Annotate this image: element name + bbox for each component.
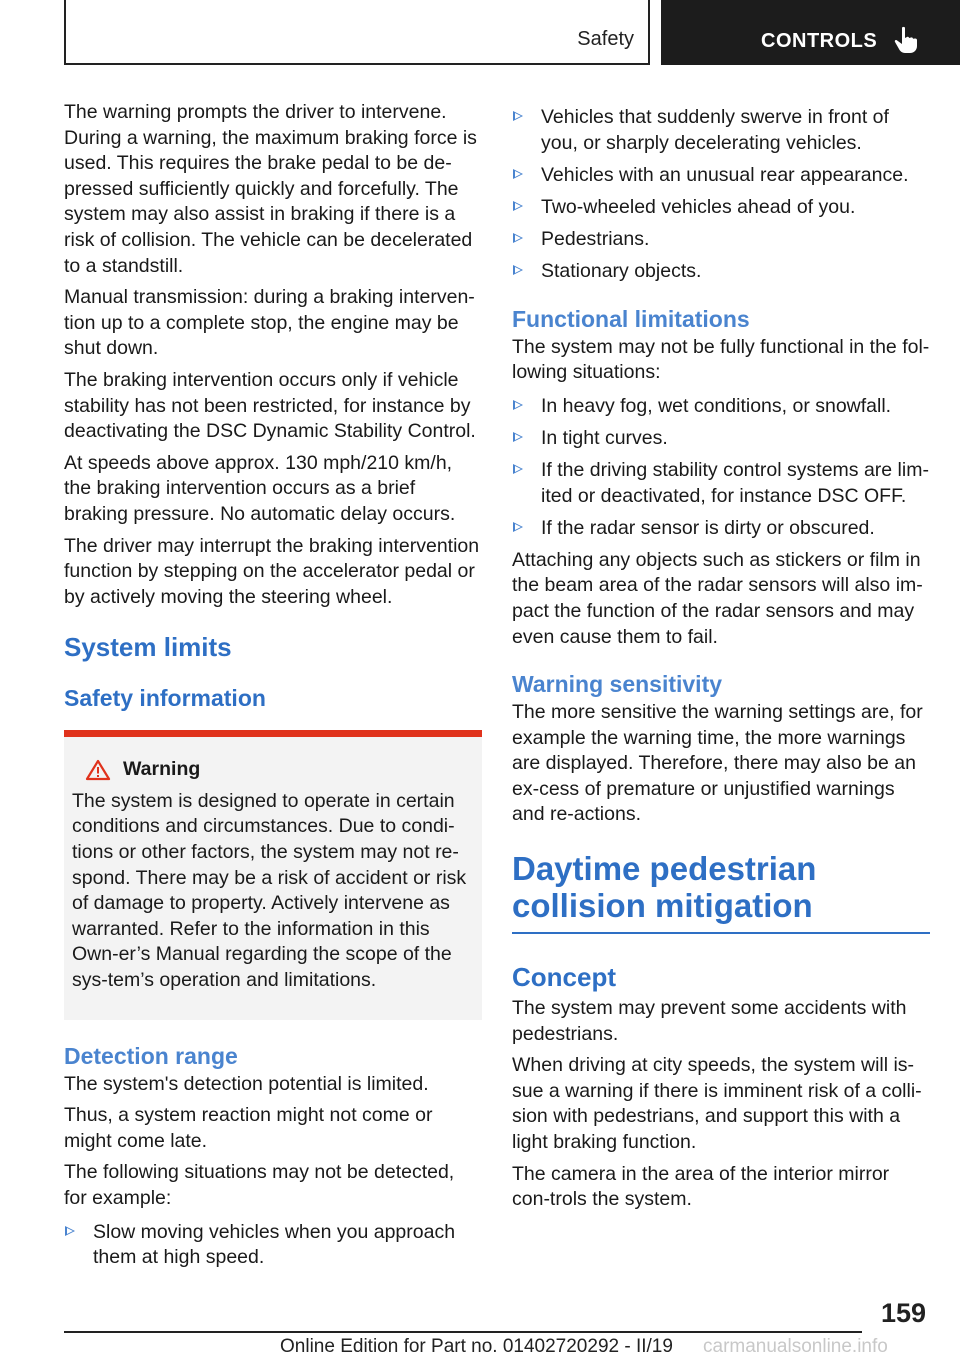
triangle-bullet-icon: [513, 400, 523, 410]
list-item-text: Vehicles that suddenly swerve in front of you, or sharply decelerating vehicles.: [541, 106, 889, 154]
header-section-box: [661, 0, 960, 65]
paragraph: The camera in the area of the interior mirror con-trols the system.: [512, 1162, 890, 1211]
triangle-bullet-icon: [513, 233, 523, 243]
right-column: [512, 100, 930, 1219]
paragraph: The following situations may not be detected, for example:: [64, 1161, 455, 1209]
list-item: [512, 259, 930, 285]
list-item: [512, 516, 930, 542]
warning-box: [64, 730, 482, 1019]
paragraph: The system may prevent some accidents with pedestrians.: [512, 997, 907, 1045]
triangle-bullet-icon: [513, 265, 523, 275]
paragraph: The system's detection potential is limited.: [64, 1072, 429, 1095]
bullet-list: [512, 105, 930, 285]
list-item-text: If the radar sensor is dirty or obscured.: [541, 516, 875, 539]
triangle-bullet-icon: [513, 201, 523, 211]
list-item-text: Two-wheeled vehicles ahead of you.: [541, 195, 856, 218]
heading-system-limits: System limits: [64, 632, 232, 663]
list-item: [512, 195, 930, 221]
bullet-list: [64, 1220, 482, 1271]
list-item-text: In heavy fog, wet conditions, or snowfall.: [541, 394, 892, 417]
paragraph: Attaching any objects such as stickers or film in the beam area of the radar sensors will also im-pact the function of the radar sensors and may even cause them to fail.: [512, 548, 923, 648]
left-column: [64, 100, 482, 1277]
footer-divider: [64, 1331, 862, 1333]
footer-watermark: carmanualsonline.info: [703, 1336, 888, 1357]
paragraph: Thus, a system reaction might not come or might come late.: [64, 1104, 433, 1152]
warning-text: The system is designed to operate in certain conditions and circumstances. Due to condi-tions or other factors, the system may not re-spond. There may be a risk of accident or risk of damage to property. Actively intervene as warranted. Refer to the information in this Own-er’s Manual regarding the scope of the sys-tem’s operation and limitations.: [72, 789, 467, 992]
list-item-text: If the driving stability control systems are lim-ited or deactivated, for instance DSC OFF.: [541, 458, 929, 507]
paragraph: When driving at city speeds, the system will is-sue a warning if there is imminent risk of a colli-sion with pedestrians, and support this with a light braking function.: [512, 1054, 922, 1154]
paragraph: The warning prompts the driver to intervene. During a warning, the maximum braking force is used. This requires the brake pedal to be de-pressed sufficiently quickly and forcefully. The system may also assist in braking if there is a risk of collision. The vehicle can be decelerated to a standstill.: [64, 101, 477, 277]
heading-concept: Concept: [512, 962, 616, 993]
heading-daytime-pedestrian-collision-mitigation: Daytime pedestrian collision mitigation: [512, 850, 930, 934]
list-item: [512, 163, 930, 189]
warning-header: [72, 757, 474, 783]
triangle-bullet-icon: [513, 432, 523, 442]
triangle-bullet-icon: [513, 169, 523, 179]
header-section-title: CONTROLS: [761, 30, 878, 52]
list-item: [512, 227, 930, 253]
list-item: [512, 426, 930, 452]
triangle-bullet-icon: [513, 522, 523, 532]
paragraph: At speeds above approx. 130 mph/210 km/h, the braking intervention occurs as a brief braking pressure. No automatic delay occurs.: [64, 451, 456, 525]
list-item-text: In tight curves.: [541, 426, 668, 449]
list-item: [64, 1220, 482, 1271]
list-item-text: Slow moving vehicles when you approach them at high speed.: [93, 1220, 456, 1269]
list-item: [512, 458, 930, 509]
list-item-text: Pedestrians.: [541, 227, 650, 250]
list-item: [512, 105, 930, 156]
triangle-bullet-icon: [65, 1226, 75, 1236]
paragraph: The more sensitive the warning settings are, for example the warning time, the more warnings are displayed. Therefore, there may also be an ex-cess of premature or unjustified warnings and re-actions.: [512, 701, 923, 826]
triangle-bullet-icon: [513, 111, 523, 121]
warning-triangle-icon: [85, 759, 111, 781]
heading-functional-limitations: Functional limitations: [512, 305, 750, 332]
list-item-text: Stationary objects.: [541, 259, 702, 282]
heading-detection-range: Detection range: [64, 1042, 238, 1069]
header-chapter-title: Safety: [577, 28, 634, 50]
page-number: 159: [880, 1298, 926, 1328]
heading-warning-sensitivity: Warning sensitivity: [512, 671, 723, 698]
list-item: [512, 394, 930, 420]
hand-pointer-icon: [893, 26, 919, 54]
heading-safety-information: Safety information: [64, 685, 266, 712]
warning-title: Warning: [123, 758, 201, 781]
paragraph: The system may not be fully functional in the fol-lowing situations:: [512, 335, 930, 384]
header-chapter-box: [64, 0, 650, 65]
paragraph: Manual transmission: during a braking interven-tion up to a complete stop, the engine may be shut down.: [64, 286, 475, 360]
paragraph: The driver may interrupt the braking intervention function by stepping on the accelerator pedal or by actively moving the steering wheel.: [64, 534, 480, 608]
paragraph: The braking intervention occurs only if vehicle stability has not been restricted, for instance by deactivating the DSC Dynamic Stability Control.: [64, 368, 476, 443]
triangle-bullet-icon: [513, 464, 523, 474]
page-header: [64, 0, 960, 65]
footer-edition: Online Edition for Part no. 01402720292 - II/19: [280, 1336, 673, 1357]
bullet-list: [512, 394, 930, 541]
list-item-text: Vehicles with an unusual rear appearance.: [541, 163, 909, 186]
